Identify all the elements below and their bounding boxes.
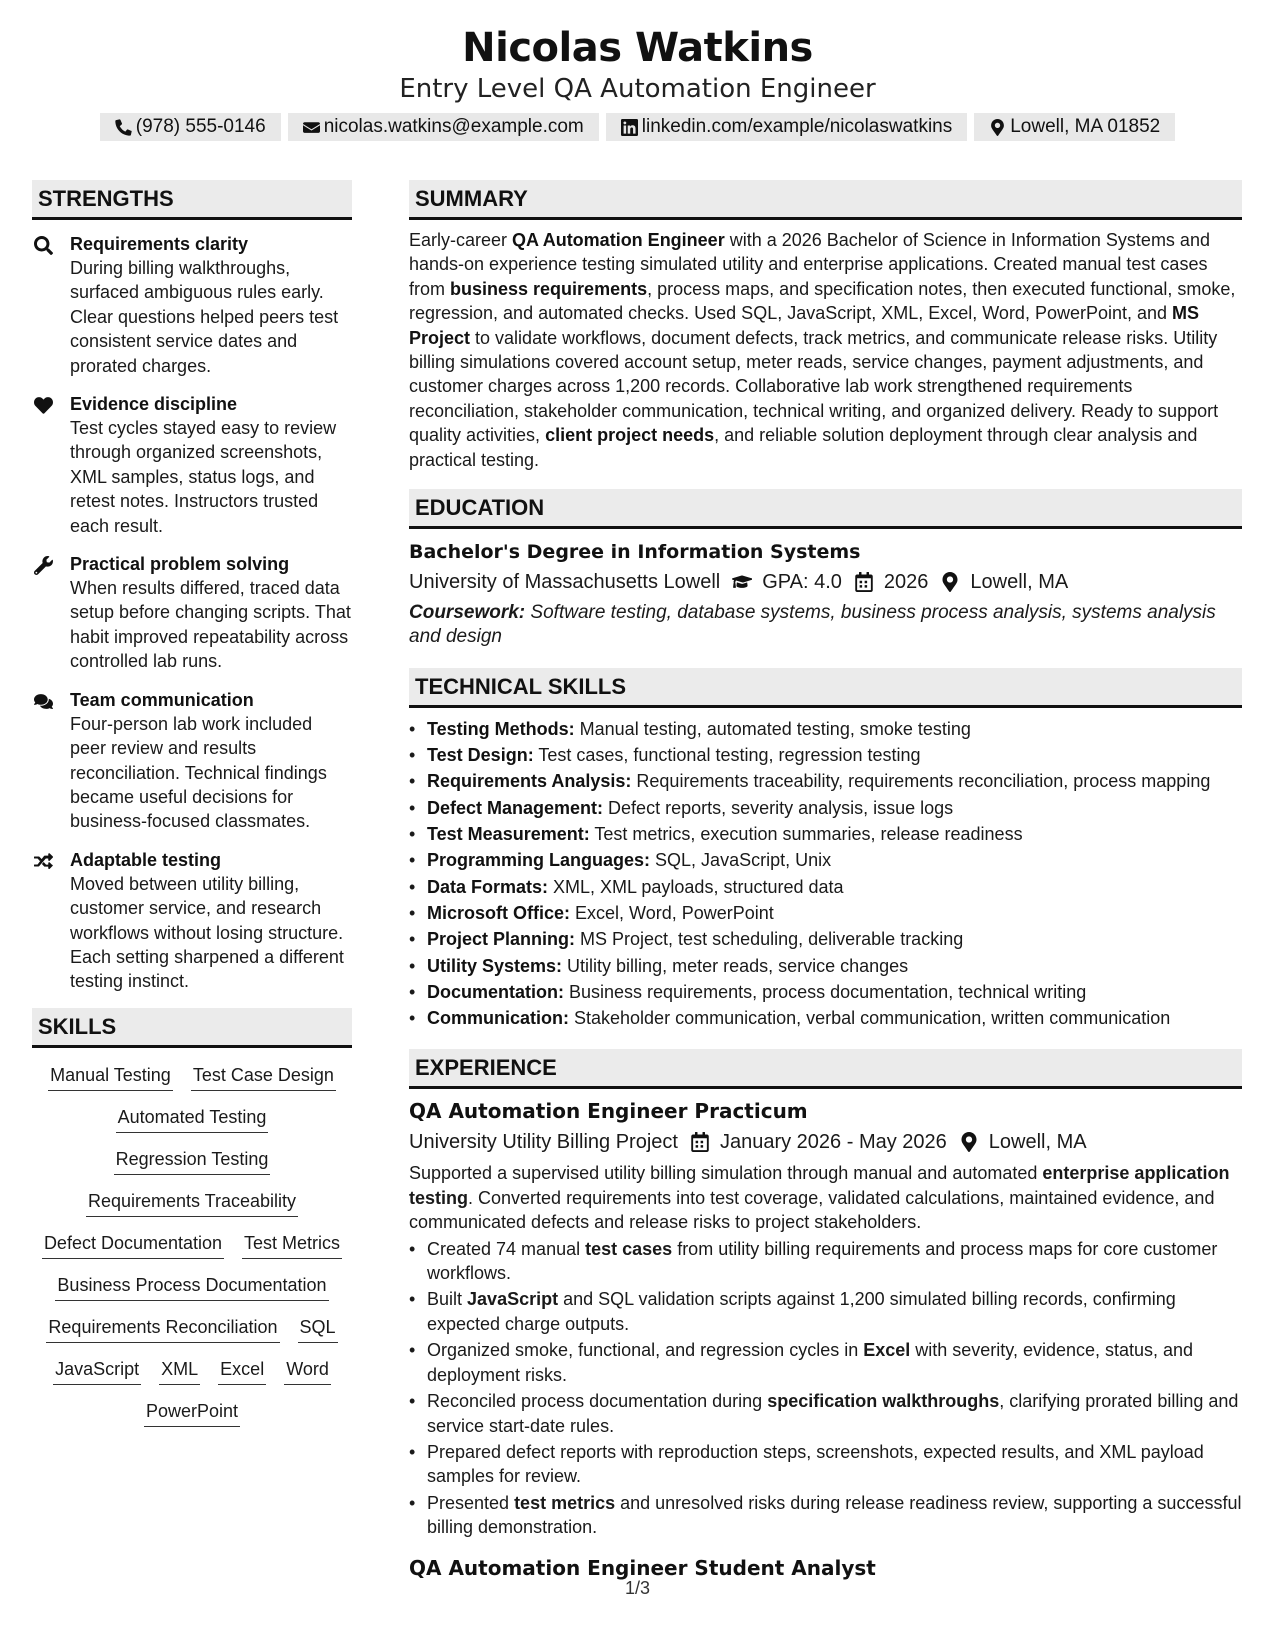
technical-skill-item xyxy=(409,979,1242,1005)
bullet-part: specification walkthroughs xyxy=(767,1391,1000,1412)
job-bullets xyxy=(409,1237,1242,1540)
bullet-part: with severity, evidence, status, and deployment risks. xyxy=(427,1340,1194,1385)
technical-skill-item xyxy=(409,1005,1242,1031)
contact-location xyxy=(974,113,1175,141)
strengths-heading: STRENGTHS xyxy=(32,180,352,220)
strengths-list xyxy=(32,232,352,994)
contact-linkedin[interactable] xyxy=(606,113,967,141)
calendar-icon xyxy=(854,572,874,592)
contact-email-text: nicolas.watkins@example.com xyxy=(323,116,584,137)
bullet-part: Reconciled process documentation during xyxy=(427,1391,768,1412)
skills-list xyxy=(32,1063,352,1427)
summary-part: , process maps, and specification notes, then executed functional, smoke, regression, and automated checks. Used SQL, JavaScript, XML, Excel, Word, PowerPoint, and xyxy=(409,278,1236,324)
skill-value: Manual testing, automated testing, smoke testing xyxy=(574,718,971,739)
skill-tag: Manual Testing xyxy=(48,1063,173,1091)
skill-value: MS Project, test scheduling, deliverable tracking xyxy=(575,929,964,950)
technical-skill-item xyxy=(409,900,1242,926)
contact-phone[interactable] xyxy=(100,113,281,141)
skill-label: Defect Management: xyxy=(427,797,604,818)
bullet-part: Prepared defect reports with reproduction steps, screenshots, expected results, and XML payload samples for review. xyxy=(427,1441,1204,1487)
job-org: University Utility Billing Project xyxy=(409,1131,678,1154)
technical-skill-item xyxy=(409,874,1242,900)
page-number: 1/3 xyxy=(624,1578,651,1598)
contact-location-text: Lowell, MA 01852 xyxy=(1010,116,1161,137)
education-meta xyxy=(409,567,1242,597)
graduation-year: 2026 xyxy=(883,571,929,594)
experience-heading: EXPERIENCE xyxy=(409,1049,1242,1089)
summary-part: business requirements xyxy=(450,278,648,299)
bullet-part: from utility billing requirements and process maps for core customer workflows. xyxy=(427,1238,1218,1284)
gpa-value: GPA: 4.0 xyxy=(762,571,842,594)
resume-header xyxy=(0,22,1275,141)
strength-title: Evidence discipline xyxy=(70,394,238,415)
skill-value: Requirements traceability, requirements reconciliation, process mapping xyxy=(631,771,1211,792)
technical-skill-item xyxy=(409,768,1242,794)
location-pin-icon xyxy=(940,572,960,592)
job-bullet xyxy=(409,1389,1242,1438)
strength-item xyxy=(32,688,352,834)
job-title: QA Automation Engineer Student Analyst xyxy=(409,1555,876,1580)
skill-label: Testing Methods: xyxy=(427,718,575,739)
skill-label: Communication: xyxy=(427,1008,569,1029)
skill-tag: JavaScript xyxy=(53,1357,141,1385)
strength-desc: Moved between utility billing, customer service, and research workflows without losing structure. Each setting sharpened a different testing instinct. xyxy=(70,873,344,992)
desc-part: . Converted requirements into test coverage, validated calculations, maintained evidence, and communicated defects and release risks to project stakeholders. xyxy=(409,1187,1215,1233)
strength-title: Team communication xyxy=(70,689,254,710)
strength-desc: When results differed, traced data setup before changing scripts. That habit improved repeatability across controlled lab runs. xyxy=(70,578,351,672)
skill-label: Programming Languages: xyxy=(427,850,651,871)
skill-tag: Requirements Traceability xyxy=(86,1189,298,1217)
wrench-icon xyxy=(34,556,53,575)
skill-tag: Business Process Documentation xyxy=(55,1273,328,1301)
desc-part: enterprise application testing xyxy=(409,1163,1230,1208)
skill-value: Utility billing, meter reads, service changes xyxy=(562,955,909,976)
bullet-part: JavaScript xyxy=(467,1289,559,1310)
graduation-cap-icon xyxy=(732,572,752,592)
job-bullet xyxy=(409,1338,1242,1387)
envelope-icon xyxy=(303,119,320,136)
skill-tag: Automated Testing xyxy=(116,1105,269,1133)
summary-text xyxy=(409,228,1242,472)
skill-label: Requirements Analysis: xyxy=(427,771,632,792)
skill-label: Utility Systems: xyxy=(427,955,563,976)
job-location: Lowell, MA xyxy=(988,1131,1087,1154)
bullet-part: and SQL validation scripts against 1,200 simulated billing records, confirming expected charge outputs. xyxy=(427,1289,1176,1334)
skills-heading: SKILLS xyxy=(32,1008,352,1048)
skill-tag: SQL xyxy=(298,1315,338,1343)
bullet-part: Excel xyxy=(863,1340,911,1361)
strength-title: Adaptable testing xyxy=(70,849,222,870)
strength-title: Requirements clarity xyxy=(70,234,249,254)
skill-value: Test metrics, execution summaries, release readiness xyxy=(589,824,1023,845)
education-heading: EDUCATION xyxy=(409,489,1242,529)
skill-tag: Defect Documentation xyxy=(42,1231,224,1259)
bullet-part: Organized smoke, functional, and regression cycles in xyxy=(427,1340,864,1361)
candidate-name: Nicolas Watkins xyxy=(462,25,813,71)
job-meta xyxy=(409,1127,1242,1157)
bullet-part: test cases xyxy=(585,1238,673,1259)
skill-tag: Excel xyxy=(218,1357,266,1385)
bullet-part: test metrics xyxy=(514,1492,616,1513)
comments-icon xyxy=(34,692,53,711)
bullet-part: and unresolved risks during release readiness review, supporting a successful billing demonstration. xyxy=(427,1492,1242,1538)
skill-tag: Requirements Reconciliation xyxy=(46,1315,279,1343)
desc-part: Supported a supervised utility billing simulation through manual and automated xyxy=(409,1163,1043,1184)
summary-part: QA Automation Engineer xyxy=(512,230,725,250)
calendar-icon xyxy=(690,1132,710,1152)
skill-value: XML, XML payloads, structured data xyxy=(548,876,844,897)
summary-part: , and reliable solution deployment through clear analysis and practical testing. xyxy=(409,425,1198,470)
contact-bar xyxy=(0,113,1275,141)
school-name: University of Massachusetts Lowell xyxy=(409,571,721,594)
technical-skill-item xyxy=(409,926,1242,952)
strength-desc: Four-person lab work included peer review and results reconciliation. Technical findings became useful decisions for business-focused classmates. xyxy=(70,713,327,832)
skill-value: Business requirements, process documentation, technical writing xyxy=(564,981,1087,1002)
job-entry xyxy=(409,1097,1242,1539)
job-description xyxy=(409,1161,1242,1234)
technical-skill-item xyxy=(409,847,1242,873)
contact-linkedin-text: linkedin.com/example/nicolaswatkins xyxy=(641,116,953,137)
location-pin-icon xyxy=(989,119,1006,136)
bullet-part: Created 74 manual xyxy=(427,1238,586,1259)
contact-phone-text: (978) 555-0146 xyxy=(135,116,266,137)
contact-email[interactable] xyxy=(288,113,599,141)
location-pin-icon xyxy=(959,1132,979,1152)
skill-tag: Regression Testing xyxy=(114,1147,271,1175)
strength-item xyxy=(32,232,352,378)
technical-skills-heading: TECHNICAL SKILLS xyxy=(409,668,1242,708)
skill-tag: Test Case Design xyxy=(191,1063,336,1091)
summary-part: MS Project xyxy=(409,303,1200,348)
job-bullet xyxy=(409,1287,1242,1336)
technical-skill-item xyxy=(409,716,1242,742)
summary-heading: SUMMARY xyxy=(409,180,1242,220)
bullet-part: Built xyxy=(427,1289,468,1310)
degree-name: Bachelor's Degree in Information Systems xyxy=(409,541,861,564)
shuffle-icon xyxy=(34,852,53,871)
skill-value: Test cases, functional testing, regression testing xyxy=(533,745,921,766)
job-dates: January 2026 - May 2026 xyxy=(719,1131,947,1154)
strength-item xyxy=(32,848,352,994)
coursework-text: Software testing, database systems, business process analysis, systems analysis and design xyxy=(409,602,1216,648)
summary-part: Early-career xyxy=(409,230,513,250)
bullet-part: Presented xyxy=(427,1492,515,1513)
skill-label: Data Formats: xyxy=(427,876,549,897)
summary-part: with a 2026 Bachelor of Science in Information Systems and hands-on experience testing simulated utility and enterprise applications. Created manual test cases from xyxy=(409,230,1210,299)
technical-skill-item xyxy=(409,821,1242,847)
skill-tag: XML xyxy=(159,1357,200,1385)
phone-icon xyxy=(115,119,132,136)
skill-value: SQL, JavaScript, Unix xyxy=(650,850,832,871)
skill-tag: Test Metrics xyxy=(242,1231,342,1259)
job-bullet xyxy=(409,1237,1242,1286)
strength-desc: During billing walkthroughs, surfaced ambiguous rules early. Clear questions helped peers test consistent service dates and prorated charges. xyxy=(70,258,339,376)
skill-tag: Word xyxy=(284,1357,331,1385)
skill-label: Test Measurement: xyxy=(427,824,590,845)
heart-icon xyxy=(34,396,53,415)
technical-skill-item xyxy=(409,953,1242,979)
education-entry xyxy=(409,539,1242,650)
strength-item xyxy=(32,392,352,538)
coursework-label: Coursework: xyxy=(409,602,526,624)
strength-desc: Test cycles stayed easy to review through organized screenshots, XML samples, status logs, and retest notes. Instructors trusted each result. xyxy=(70,418,337,536)
right-column xyxy=(409,180,1242,1582)
job-bullet xyxy=(409,1491,1242,1540)
job-title: QA Automation Engineer Practicum xyxy=(409,1099,808,1124)
school-location: Lowell, MA xyxy=(970,571,1069,594)
linkedin-icon xyxy=(621,119,638,136)
skill-value: Defect reports, severity analysis, issue logs xyxy=(603,797,954,818)
bullet-part: , clarifying prorated billing and service start-date rules. xyxy=(427,1391,1239,1436)
search-icon xyxy=(34,236,53,255)
summary-part: client project needs xyxy=(545,425,715,446)
coursework xyxy=(409,601,1242,650)
left-column xyxy=(32,180,352,1427)
skill-label: Project Planning: xyxy=(427,929,576,950)
skill-label: Microsoft Office: xyxy=(427,902,571,923)
summary-part: to validate workflows, document defects, track metrics, and communicate release risks. Utility billing simulations covered account setup, meter reads, service changes, payment adjustments, and customer charges across 1,200 records. Collaborative lab work strengthened requirements reconciliation, stakeholder communication, technical writing, and organized delivery. Ready to support quality activities, xyxy=(409,327,1219,446)
job-bullet xyxy=(409,1440,1242,1489)
skill-tag: PowerPoint xyxy=(144,1399,240,1427)
skill-value: Excel, Word, PowerPoint xyxy=(570,902,774,923)
skill-label: Documentation: xyxy=(427,981,564,1002)
strength-item xyxy=(32,552,352,674)
strength-title: Practical problem solving xyxy=(70,554,290,575)
technical-skill-item xyxy=(409,795,1242,821)
candidate-title: Entry Level QA Automation Engineer xyxy=(399,74,876,104)
skill-value: Stakeholder communication, verbal communication, written communication xyxy=(569,1008,1171,1029)
technical-skills-list xyxy=(409,716,1242,1032)
technical-skill-item xyxy=(409,742,1242,768)
skill-label: Test Design: xyxy=(427,745,534,766)
